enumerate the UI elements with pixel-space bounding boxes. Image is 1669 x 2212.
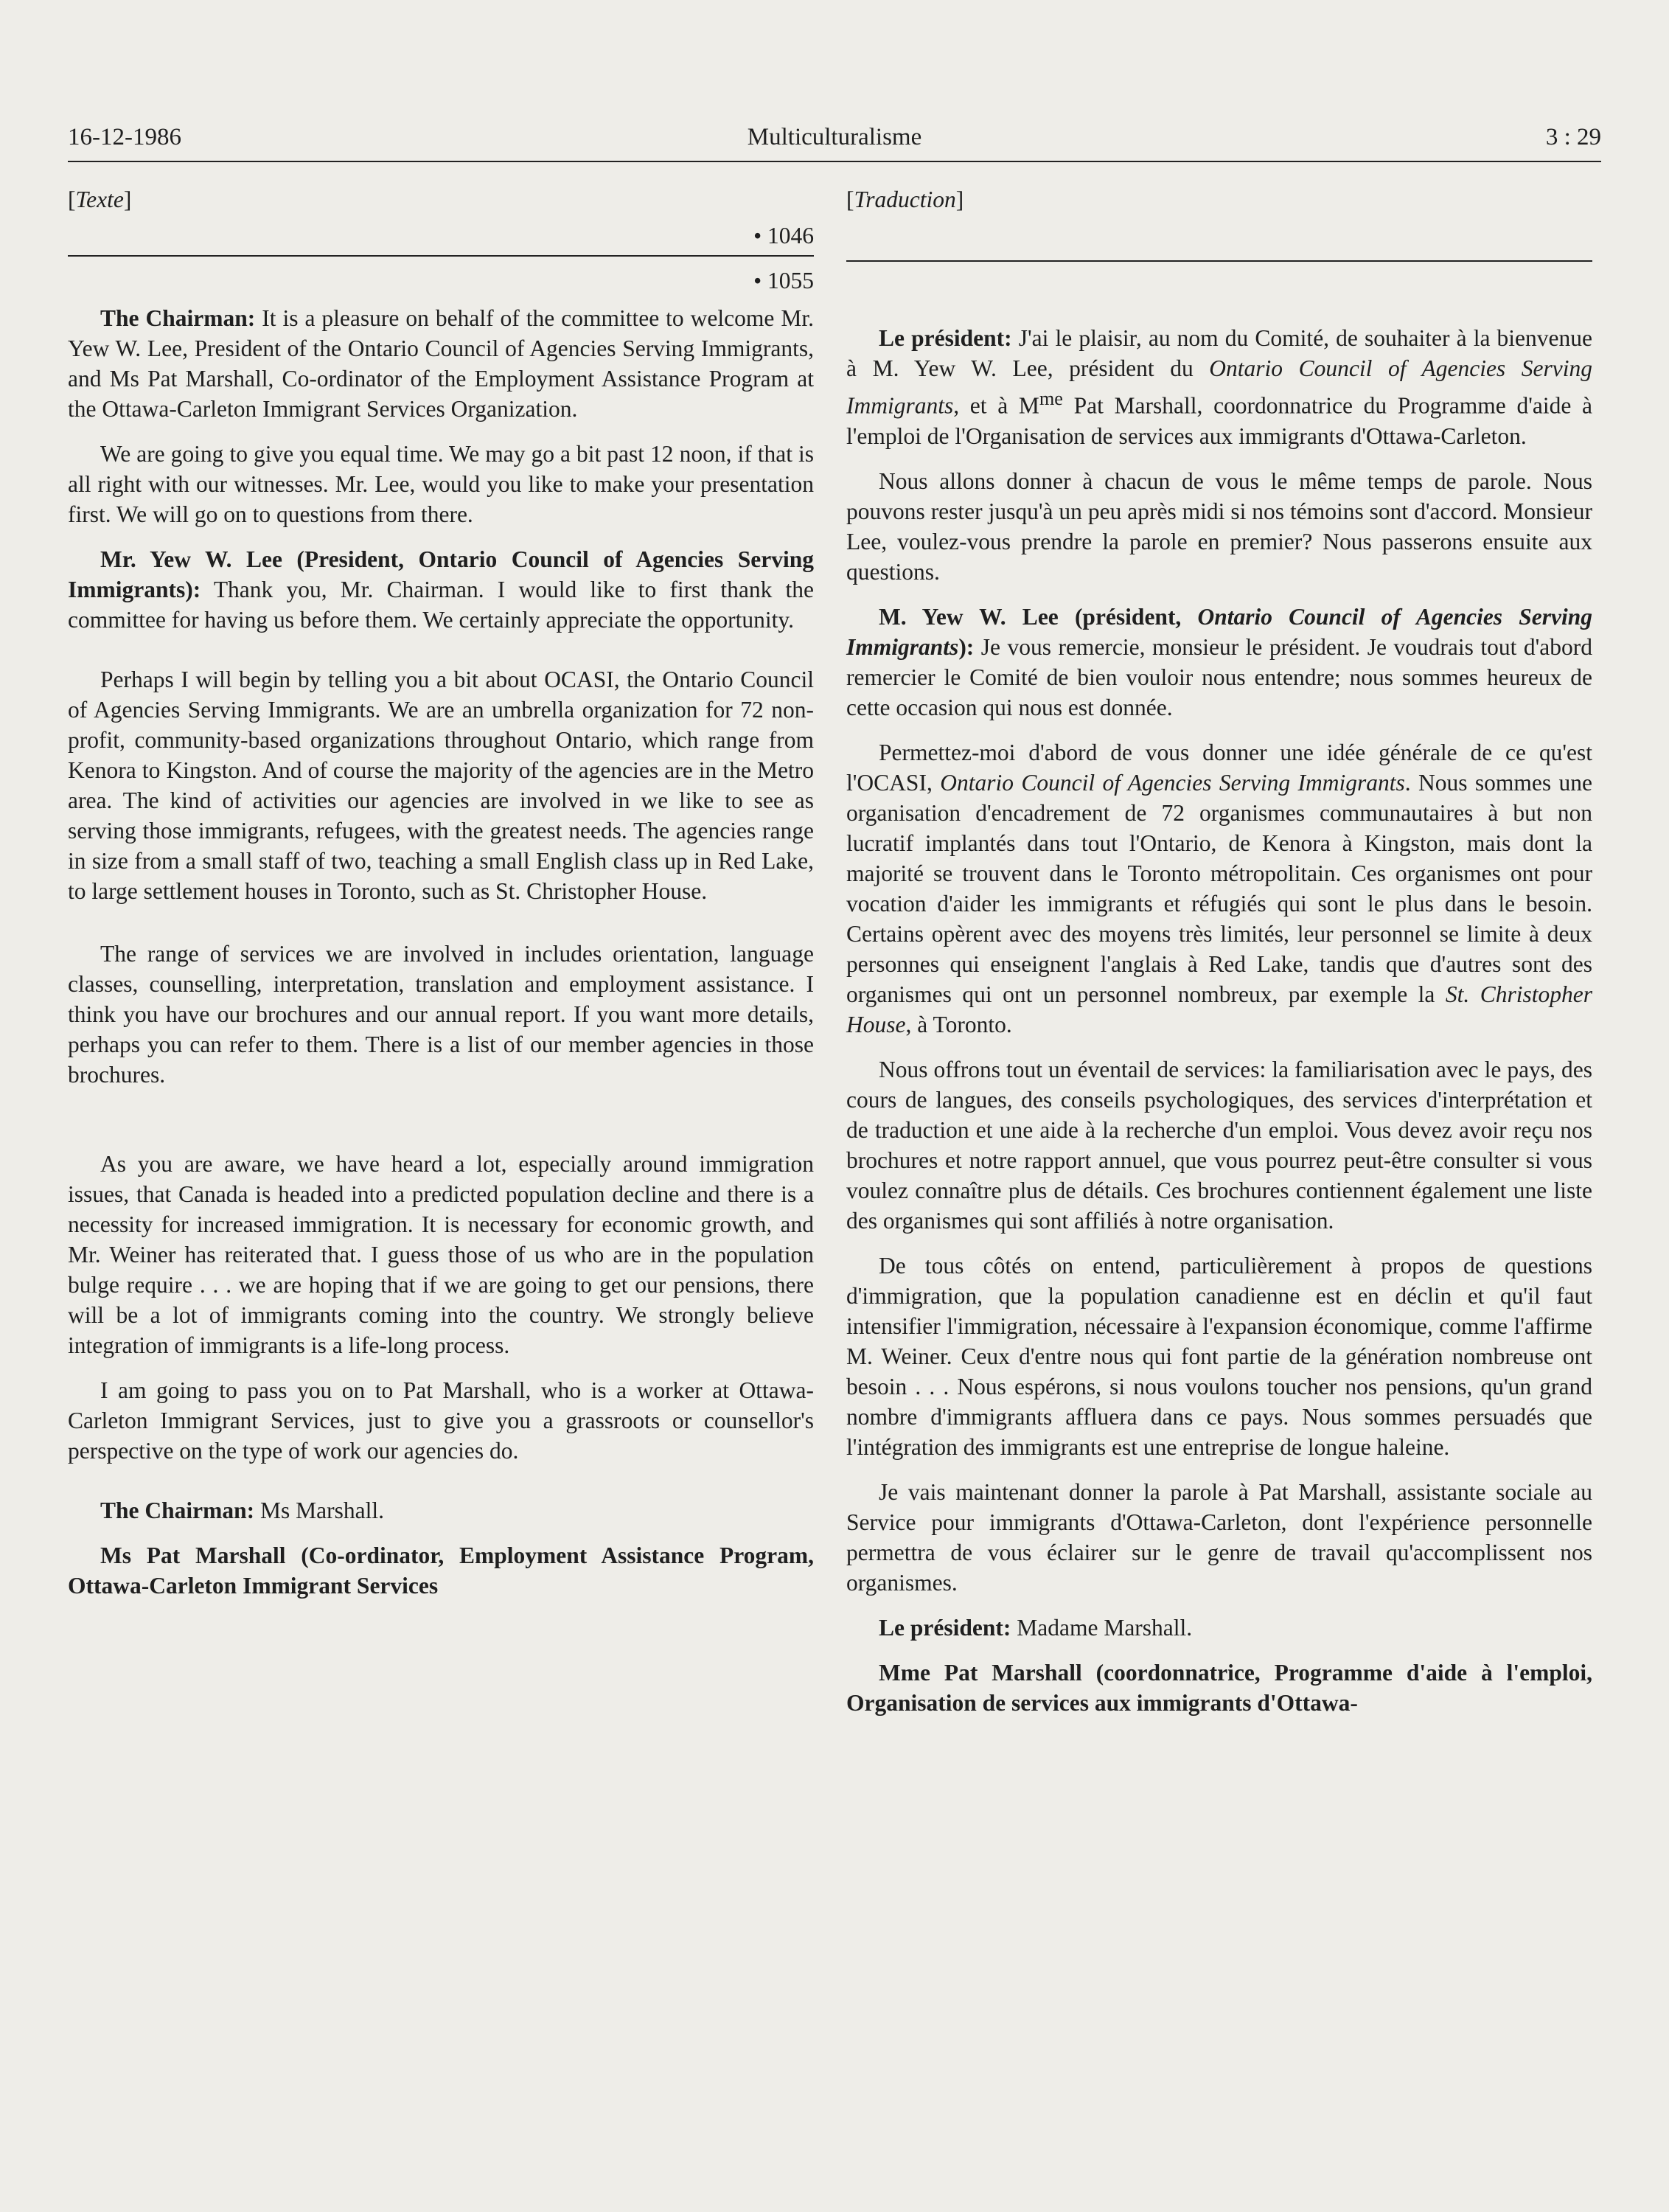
header-rule <box>68 161 1601 162</box>
speaker-label: Ms Pat Marshall (Co-ordinator, Employment Assistance Program, Ottawa-Carleton Immigrant Services <box>68 1543 814 1599</box>
paragraph: I am going to pass you on to Pat Marshall, who is a worker at Ottawa-Carleton Immigrant Services, just to give you a grassroots or counsellor's perspective on the type of work our agencies do. <box>68 1377 814 1464</box>
paragraph <box>846 1658 1592 1718</box>
paragraph: The Chairman: Ms Marshall. <box>100 1498 385 1523</box>
paragraph <box>68 1540 814 1601</box>
section-tag-texte: [Texte] <box>68 187 132 212</box>
paragraph: De tous côtés on entend, particulièrement à propos de questions d'immigration, que la population canadienne est en déclin et qu'il faut intensifier l'immigration, nécessaire à l'expansion économique, comme l'affirme M. Weiner. Ceux d'entre nous qui font partie de la génération nombreuse ont besoin . . . Nous espérons, si nous voulons toucher nos pensions, qu'un grand nombre d'immigrants affluera dans ce pays. Nous sommes persuadés que l'intégration des immigrants est une entreprise de longue haleine. <box>846 1252 1592 1460</box>
speaker-label: Mme Pat Marshall (coordonnatrice, Programme d'aide à l'emploi, Organisation de services aux immigrants d'Ottawa- <box>846 1659 1592 1716</box>
paragraph: Nous allons donner à chacun de vous le même temps de parole. Nous pouvons rester jusqu'à un peu après midi si nos témoins sont d'accord. Monsieur Lee, voulez-vous prendre la parole en premier? Nous passerons ensuite aux questions. <box>846 467 1592 585</box>
section-tag-traduction: [Traduction] <box>846 187 964 212</box>
timestamp-1055: • 1055 <box>753 268 814 293</box>
paragraph: The Chairman: It is a pleasure on behalf of the committee to welcome Mr. Yew W. Lee, President of the Ontario Council of Agencies Serving Immigrants, and Ms Pat Marshall, Co-ordinator of the Employment Assistance Program at the Ottawa-Carleton Immigrant Services Organization. <box>68 305 814 422</box>
header-title: Multiculturalisme <box>747 124 922 150</box>
speaker-label: Le président: <box>879 1614 1011 1641</box>
paragraph: Permettez-moi d'abord de vous donner une idée générale de ce qu'est l'OCASI, Ontario Council of Agencies Serving Immigrants. Nous sommes une organisation d'encadrement de 72 organismes communautaires à but non lucratif implantés dans tout l'Ontario, de Kenora à Kingston, mais dont la majorité se trouvent dans le Toronto métropolitain. Ces organismes ont pour vocation d'aider les immigrants et réfugiés qui sont le plus dans le besoin. Certains opèrent avec des moyens très limités, leur personnel se limite à deux personnes qui enseignent l'anglais à Red Lake, tandis que d'autres sont des organismes qui ont un personnel nombreux, par exemple la St. Christopher House, à Toronto. <box>846 739 1592 1037</box>
paragraph: Mr. Yew W. Lee (President, Ontario Council of Agencies Serving Immigrants): Thank you, Mr. Chairman. I would like to first thank the committee for having us before them. We certainly appreciate the opportunity. <box>68 546 814 633</box>
speaker-label: The Chairman: <box>100 305 256 331</box>
speaker-label: M. Yew W. Lee (président, Ontario Council of Agencies Serving Immigrants): <box>846 603 1592 660</box>
paragraph: M. Yew W. Lee (président, Ontario Council of Agencies Serving Immigrants): Je vous remercie, monsieur le président. Je voudrais tout d'abord remercier le Comité de bien vouloir nous entendre; nous sommes heureux de cette occasion qui nous est donnée. <box>846 603 1592 720</box>
paragraph: Nous offrons tout un éventail de services: la familiarisation avec le pays, des cours de langues, des conseils psychologiques, des services d'interprétation et de traduction et une aide à la recherche d'un emploi. Vous devez avoir reçu nos brochures et notre rapport annuel, que vous pourrez peut-être consulter si vous voulez connaître plus de détails. Ces brochures contiennent également une liste des organismes qui sont affiliés à notre organisation. <box>846 1056 1592 1234</box>
paragraph: Le président: J'ai le plaisir, au nom du Comité, de souhaiter à la bienvenue à M. Yew W. Lee, président du Ontario Council of Agencies Serving Immigrants, et à $M^{me}$ Pat Marshall, coordonnatrice du Programme d'aide à l'emploi de l'Organisation de services aux immigrants d'Ottawa-Carleton. <box>846 325 1592 449</box>
paragraph: Je vais maintenant donner la parole à Pat Marshall, assistante sociale au Service pour immigrants d'Ottawa-Carleton, dont l'expérience personnelle permettra de vous éclairer sur le genre de travail qu'accomplissent nos organismes. <box>846 1478 1592 1596</box>
paragraph: We are going to give you equal time. We may go a bit past 12 noon, if that is all right with our witnesses. Mr. Lee, would you like to make your presentation first. We will go on to questions from there. <box>68 441 814 527</box>
french-column <box>846 184 1592 1733</box>
paragraph: As you are aware, we have heard a lot, especially around immigration issues, that Canada is headed into a predicted population decline and there is a necessity for increased immigration. It is necessary for economic growth, and Mr. Weiner has reiterated that. I guess those of us who are in the population bulge require . . . we are hoping that if we are going to get our pensions, there will be a lot of immigrants coming into the country. We strongly believe integration of immigrants is a life-long process. <box>68 1151 814 1358</box>
page-header <box>68 124 1601 158</box>
speaker-label: The Chairman: <box>100 1498 255 1523</box>
paragraph: Le président: Madame Marshall. <box>879 1614 1193 1641</box>
header-page-number: 3 : 29 <box>1545 124 1601 150</box>
timestamp-1046: • 1046 <box>753 223 814 248</box>
paragraph: Perhaps I will begin by telling you a bit about OCASI, the Ontario Council of Agencies Serving Immigrants. We are an umbrella organization for 72 non-profit, community-based organizations throughout Ontario, which range from Kenora to Kingston. And of course the majority of the agencies are in the Metro area. The kind of activities our agencies are involved in we like to see as serving those immigrants, refugees, with the greatest needs. The agencies range in size from a small staff of two, teaching a small English class up in Red Lake, to large settlement houses in Toronto, such as St. Christopher House. <box>68 667 814 904</box>
speaker-label: Mr. Yew W. Lee (President, Ontario Council of Agencies Serving Immigrants): <box>68 546 814 602</box>
paragraph: The range of services we are involved in includes orientation, language classes, counselling, interpretation, translation and employment assistance. I think you have our brochures and our annual report. If you want more details, perhaps you can refer to them. There is a list of our member agencies in those brochures. <box>68 941 814 1088</box>
header-date: 16-12-1986 <box>68 124 181 150</box>
english-column <box>68 184 814 1615</box>
timestamp-rule <box>68 255 814 257</box>
timestamp-rule <box>846 260 1592 262</box>
speaker-label: Le président: <box>879 325 1012 351</box>
